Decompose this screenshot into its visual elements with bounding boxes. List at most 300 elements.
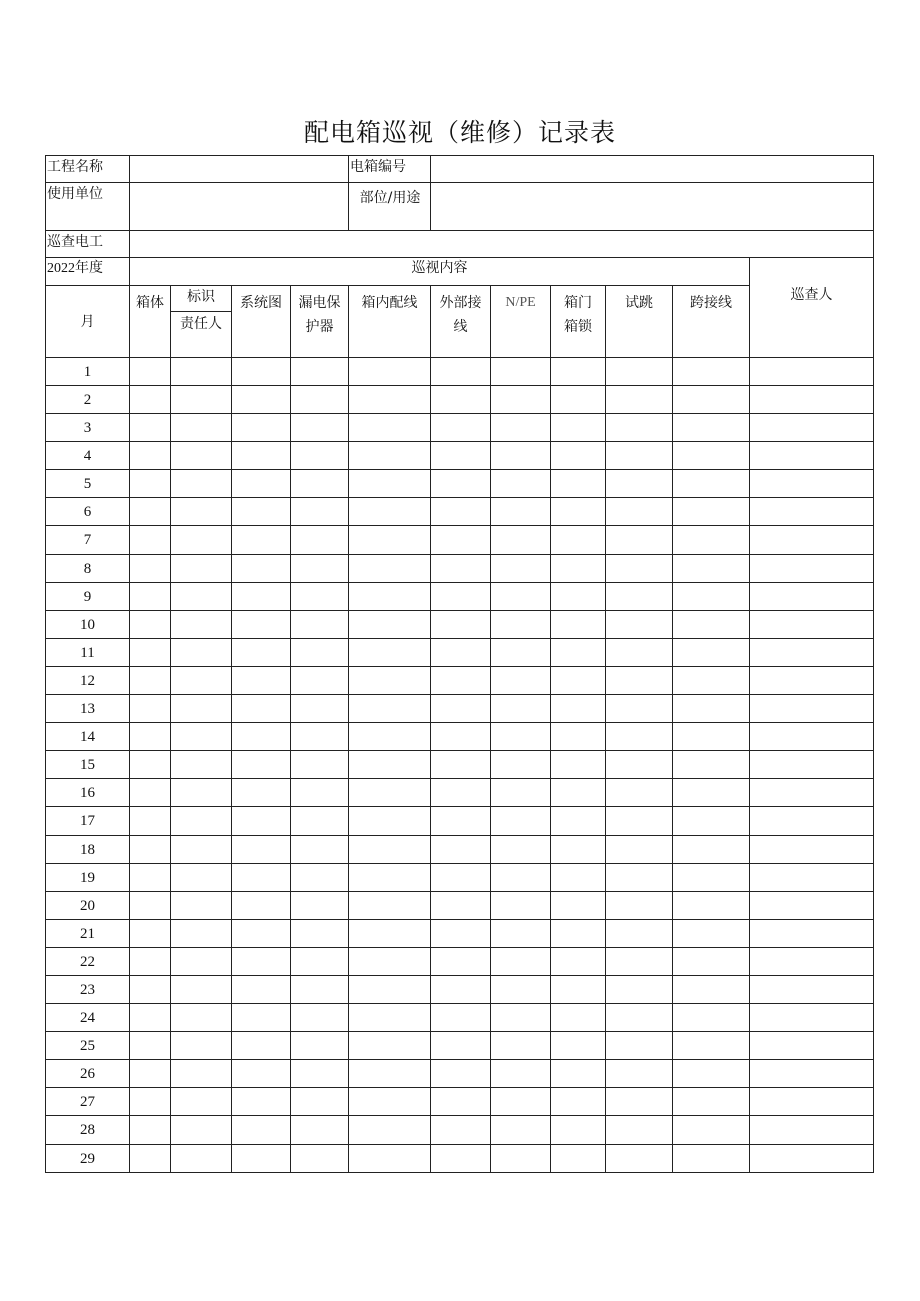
inspection-cell[interactable] [171, 1116, 232, 1144]
inspection-cell[interactable] [750, 695, 874, 723]
inspection-cell[interactable] [291, 1032, 349, 1060]
inspection-cell[interactable] [130, 723, 171, 751]
user-unit-field[interactable] [130, 183, 349, 231]
inspection-cell[interactable] [551, 947, 606, 975]
inspection-cell[interactable] [551, 1116, 606, 1144]
inspection-cell[interactable] [491, 610, 551, 638]
inspection-cell[interactable] [171, 470, 232, 498]
inspection-cell[interactable] [291, 666, 349, 694]
inspection-cell[interactable] [431, 358, 491, 386]
inspection-cell[interactable] [673, 751, 750, 779]
inspection-cell[interactable] [673, 1032, 750, 1060]
inspection-cell[interactable] [673, 610, 750, 638]
inspection-cell[interactable] [232, 975, 291, 1003]
inspection-cell[interactable] [551, 1144, 606, 1172]
inspection-cell[interactable] [491, 751, 551, 779]
inspection-cell[interactable] [171, 414, 232, 442]
inspection-cell[interactable] [606, 835, 673, 863]
inspection-cell[interactable] [673, 1088, 750, 1116]
inspection-cell[interactable] [171, 358, 232, 386]
inspection-cell[interactable] [232, 1116, 291, 1144]
inspection-cell[interactable] [291, 386, 349, 414]
inspection-cell[interactable] [349, 386, 431, 414]
inspection-cell[interactable] [606, 414, 673, 442]
inspection-cell[interactable] [673, 498, 750, 526]
inspection-cell[interactable] [171, 1088, 232, 1116]
inspection-cell[interactable] [232, 863, 291, 891]
inspection-cell[interactable] [171, 723, 232, 751]
inspection-cell[interactable] [551, 695, 606, 723]
inspection-cell[interactable] [349, 779, 431, 807]
inspection-cell[interactable] [171, 919, 232, 947]
inspection-cell[interactable] [750, 414, 874, 442]
inspection-cell[interactable] [673, 554, 750, 582]
inspection-cell[interactable] [291, 835, 349, 863]
inspection-cell[interactable] [130, 779, 171, 807]
inspection-cell[interactable] [431, 666, 491, 694]
inspection-cell[interactable] [130, 386, 171, 414]
inspection-cell[interactable] [232, 638, 291, 666]
inspection-cell[interactable] [491, 1116, 551, 1144]
inspection-cell[interactable] [551, 807, 606, 835]
inspection-cell[interactable] [349, 358, 431, 386]
inspection-cell[interactable] [491, 947, 551, 975]
inspection-cell[interactable] [431, 919, 491, 947]
inspection-cell[interactable] [130, 891, 171, 919]
inspection-cell[interactable] [606, 610, 673, 638]
inspection-cell[interactable] [130, 919, 171, 947]
inspection-cell[interactable] [491, 358, 551, 386]
inspection-cell[interactable] [491, 975, 551, 1003]
inspection-cell[interactable] [232, 386, 291, 414]
inspection-cell[interactable] [431, 414, 491, 442]
inspection-cell[interactable] [431, 1144, 491, 1172]
inspection-cell[interactable] [291, 947, 349, 975]
inspection-cell[interactable] [750, 723, 874, 751]
inspection-cell[interactable] [291, 695, 349, 723]
inspection-cell[interactable] [750, 1144, 874, 1172]
inspection-cell[interactable] [291, 498, 349, 526]
inspection-cell[interactable] [431, 442, 491, 470]
inspection-cell[interactable] [750, 779, 874, 807]
inspection-cell[interactable] [130, 1116, 171, 1144]
inspection-cell[interactable] [349, 975, 431, 1003]
inspection-cell[interactable] [232, 835, 291, 863]
inspection-cell[interactable] [491, 638, 551, 666]
inspection-cell[interactable] [551, 863, 606, 891]
inspection-cell[interactable] [673, 1116, 750, 1144]
inspection-cell[interactable] [551, 1032, 606, 1060]
inspection-cell[interactable] [130, 1060, 171, 1088]
inspection-cell[interactable] [673, 470, 750, 498]
inspection-cell[interactable] [551, 666, 606, 694]
inspection-cell[interactable] [232, 526, 291, 554]
inspection-cell[interactable] [551, 1004, 606, 1032]
inspection-cell[interactable] [606, 1060, 673, 1088]
inspection-cell[interactable] [431, 470, 491, 498]
inspection-cell[interactable] [291, 1144, 349, 1172]
inspection-cell[interactable] [431, 638, 491, 666]
inspection-cell[interactable] [551, 442, 606, 470]
inspection-cell[interactable] [606, 666, 673, 694]
inspection-cell[interactable] [551, 975, 606, 1003]
inspection-cell[interactable] [431, 1060, 491, 1088]
inspection-cell[interactable] [171, 751, 232, 779]
inspection-cell[interactable] [349, 751, 431, 779]
inspection-cell[interactable] [551, 498, 606, 526]
inspection-cell[interactable] [431, 526, 491, 554]
inspection-cell[interactable] [291, 807, 349, 835]
inspection-cell[interactable] [750, 1004, 874, 1032]
inspection-cell[interactable] [750, 666, 874, 694]
inspection-cell[interactable] [130, 554, 171, 582]
inspection-cell[interactable] [349, 1060, 431, 1088]
inspection-cell[interactable] [171, 695, 232, 723]
inspection-cell[interactable] [291, 863, 349, 891]
inspection-cell[interactable] [130, 666, 171, 694]
inspection-cell[interactable] [673, 779, 750, 807]
inspection-cell[interactable] [673, 666, 750, 694]
inspection-cell[interactable] [551, 554, 606, 582]
inspection-cell[interactable] [171, 666, 232, 694]
inspection-cell[interactable] [431, 779, 491, 807]
inspection-cell[interactable] [291, 1088, 349, 1116]
inspection-cell[interactable] [232, 919, 291, 947]
inspection-cell[interactable] [171, 975, 232, 1003]
inspection-cell[interactable] [606, 947, 673, 975]
inspection-cell[interactable] [606, 863, 673, 891]
inspection-cell[interactable] [171, 526, 232, 554]
inspection-cell[interactable] [349, 723, 431, 751]
inspection-cell[interactable] [750, 554, 874, 582]
inspection-cell[interactable] [130, 526, 171, 554]
inspection-cell[interactable] [750, 470, 874, 498]
inspection-cell[interactable] [349, 863, 431, 891]
inspection-cell[interactable] [551, 414, 606, 442]
inspection-cell[interactable] [551, 751, 606, 779]
inspection-cell[interactable] [673, 947, 750, 975]
inspection-cell[interactable] [551, 1088, 606, 1116]
inspection-cell[interactable] [491, 723, 551, 751]
inspection-cell[interactable] [130, 442, 171, 470]
inspection-cell[interactable] [491, 386, 551, 414]
inspection-cell[interactable] [291, 975, 349, 1003]
location-field[interactable] [431, 183, 874, 231]
inspection-cell[interactable] [551, 610, 606, 638]
inspection-cell[interactable] [130, 610, 171, 638]
inspection-cell[interactable] [232, 666, 291, 694]
inspection-cell[interactable] [130, 975, 171, 1003]
inspection-cell[interactable] [349, 1032, 431, 1060]
inspection-cell[interactable] [606, 779, 673, 807]
inspection-cell[interactable] [673, 919, 750, 947]
inspection-cell[interactable] [291, 1060, 349, 1088]
inspection-cell[interactable] [291, 919, 349, 947]
inspection-cell[interactable] [291, 751, 349, 779]
inspection-cell[interactable] [551, 779, 606, 807]
inspection-cell[interactable] [673, 582, 750, 610]
inspection-cell[interactable] [673, 835, 750, 863]
inspection-cell[interactable] [491, 666, 551, 694]
inspection-cell[interactable] [232, 358, 291, 386]
inspection-cell[interactable] [171, 779, 232, 807]
inspection-cell[interactable] [673, 695, 750, 723]
inspection-cell[interactable] [232, 1088, 291, 1116]
inspection-cell[interactable] [606, 498, 673, 526]
inspection-cell[interactable] [349, 666, 431, 694]
inspection-cell[interactable] [606, 751, 673, 779]
inspection-cell[interactable] [130, 751, 171, 779]
inspection-cell[interactable] [431, 835, 491, 863]
inspection-cell[interactable] [171, 807, 232, 835]
inspection-cell[interactable] [750, 1032, 874, 1060]
inspection-cell[interactable] [232, 498, 291, 526]
inspection-cell[interactable] [750, 526, 874, 554]
inspection-cell[interactable] [673, 975, 750, 1003]
inspection-cell[interactable] [291, 442, 349, 470]
project-name-field[interactable] [130, 156, 349, 183]
inspection-cell[interactable] [291, 891, 349, 919]
inspection-cell[interactable] [673, 891, 750, 919]
inspection-cell[interactable] [606, 723, 673, 751]
inspection-cell[interactable] [171, 1004, 232, 1032]
inspection-cell[interactable] [431, 975, 491, 1003]
inspection-cell[interactable] [491, 498, 551, 526]
inspection-cell[interactable] [491, 582, 551, 610]
inspection-cell[interactable] [130, 1144, 171, 1172]
inspection-cell[interactable] [232, 1032, 291, 1060]
inspection-cell[interactable] [130, 835, 171, 863]
inspection-cell[interactable] [551, 526, 606, 554]
inspection-cell[interactable] [232, 582, 291, 610]
inspection-cell[interactable] [606, 358, 673, 386]
inspection-cell[interactable] [431, 695, 491, 723]
inspection-cell[interactable] [349, 919, 431, 947]
inspection-cell[interactable] [349, 891, 431, 919]
inspection-cell[interactable] [606, 386, 673, 414]
inspection-cell[interactable] [750, 947, 874, 975]
inspection-cell[interactable] [349, 638, 431, 666]
inspection-cell[interactable] [606, 1032, 673, 1060]
inspection-cell[interactable] [232, 723, 291, 751]
inspection-cell[interactable] [491, 863, 551, 891]
inspection-cell[interactable] [349, 498, 431, 526]
inspection-cell[interactable] [291, 414, 349, 442]
inspection-cell[interactable] [171, 891, 232, 919]
inspection-cell[interactable] [606, 1004, 673, 1032]
inspection-cell[interactable] [171, 638, 232, 666]
inspection-cell[interactable] [232, 1060, 291, 1088]
inspection-cell[interactable] [431, 751, 491, 779]
inspection-cell[interactable] [673, 1144, 750, 1172]
inspection-cell[interactable] [291, 638, 349, 666]
inspection-cell[interactable] [750, 835, 874, 863]
inspection-cell[interactable] [130, 470, 171, 498]
inspection-cell[interactable] [673, 526, 750, 554]
inspection-cell[interactable] [491, 1004, 551, 1032]
inspection-cell[interactable] [750, 582, 874, 610]
inspection-cell[interactable] [750, 358, 874, 386]
inspection-cell[interactable] [606, 582, 673, 610]
inspection-cell[interactable] [291, 554, 349, 582]
inspection-cell[interactable] [291, 610, 349, 638]
inspection-cell[interactable] [232, 751, 291, 779]
inspection-cell[interactable] [673, 863, 750, 891]
inspection-cell[interactable] [349, 1004, 431, 1032]
inspection-cell[interactable] [491, 919, 551, 947]
inspection-cell[interactable] [750, 442, 874, 470]
inspection-cell[interactable] [551, 891, 606, 919]
inspection-cell[interactable] [750, 386, 874, 414]
inspection-cell[interactable] [551, 919, 606, 947]
inspection-cell[interactable] [349, 470, 431, 498]
inspection-cell[interactable] [431, 807, 491, 835]
inspection-cell[interactable] [606, 470, 673, 498]
inspection-cell[interactable] [673, 807, 750, 835]
inspection-cell[interactable] [551, 386, 606, 414]
inspection-cell[interactable] [130, 1004, 171, 1032]
inspection-cell[interactable] [130, 863, 171, 891]
inspection-cell[interactable] [171, 1144, 232, 1172]
inspection-cell[interactable] [491, 442, 551, 470]
inspection-cell[interactable] [491, 1088, 551, 1116]
inspection-cell[interactable] [232, 1004, 291, 1032]
inspection-cell[interactable] [349, 947, 431, 975]
inspection-cell[interactable] [750, 638, 874, 666]
inspection-cell[interactable] [171, 554, 232, 582]
inspection-cell[interactable] [431, 891, 491, 919]
inspection-cell[interactable] [673, 358, 750, 386]
inspection-cell[interactable] [673, 723, 750, 751]
inspection-cell[interactable] [291, 470, 349, 498]
inspection-cell[interactable] [606, 1088, 673, 1116]
inspection-cell[interactable] [349, 610, 431, 638]
inspection-cell[interactable] [673, 1060, 750, 1088]
inspection-cell[interactable] [349, 807, 431, 835]
inspection-cell[interactable] [606, 554, 673, 582]
inspection-cell[interactable] [673, 386, 750, 414]
inspection-cell[interactable] [491, 807, 551, 835]
inspection-cell[interactable] [291, 723, 349, 751]
inspection-cell[interactable] [291, 1004, 349, 1032]
inspection-cell[interactable] [491, 526, 551, 554]
box-number-field[interactable] [431, 156, 874, 183]
inspection-cell[interactable] [232, 779, 291, 807]
inspection-cell[interactable] [606, 807, 673, 835]
inspection-cell[interactable] [291, 1116, 349, 1144]
inspection-cell[interactable] [431, 582, 491, 610]
inspection-cell[interactable] [130, 498, 171, 526]
inspection-cell[interactable] [349, 554, 431, 582]
inspection-cell[interactable] [431, 386, 491, 414]
inspection-cell[interactable] [606, 1144, 673, 1172]
inspection-cell[interactable] [673, 414, 750, 442]
inspection-cell[interactable] [232, 470, 291, 498]
inspection-cell[interactable] [606, 975, 673, 1003]
inspection-cell[interactable] [673, 442, 750, 470]
inspection-cell[interactable] [750, 863, 874, 891]
inspection-cell[interactable] [171, 1060, 232, 1088]
inspector-electrician-field[interactable] [130, 231, 874, 258]
inspection-cell[interactable] [431, 1004, 491, 1032]
inspection-cell[interactable] [130, 582, 171, 610]
inspection-cell[interactable] [171, 835, 232, 863]
inspection-cell[interactable] [750, 610, 874, 638]
inspection-cell[interactable] [431, 610, 491, 638]
inspection-cell[interactable] [171, 947, 232, 975]
inspection-cell[interactable] [673, 638, 750, 666]
inspection-cell[interactable] [491, 1144, 551, 1172]
inspection-cell[interactable] [606, 891, 673, 919]
inspection-cell[interactable] [750, 975, 874, 1003]
inspection-cell[interactable] [291, 779, 349, 807]
inspection-cell[interactable] [551, 835, 606, 863]
inspection-cell[interactable] [130, 807, 171, 835]
inspection-cell[interactable] [130, 358, 171, 386]
inspection-cell[interactable] [130, 695, 171, 723]
inspection-cell[interactable] [171, 610, 232, 638]
inspection-cell[interactable] [551, 582, 606, 610]
inspection-cell[interactable] [431, 947, 491, 975]
inspection-cell[interactable] [232, 807, 291, 835]
inspection-cell[interactable] [349, 414, 431, 442]
inspection-cell[interactable] [431, 863, 491, 891]
inspection-cell[interactable] [606, 695, 673, 723]
inspection-cell[interactable] [232, 1144, 291, 1172]
inspection-cell[interactable] [431, 1032, 491, 1060]
inspection-cell[interactable] [349, 582, 431, 610]
inspection-cell[interactable] [750, 919, 874, 947]
inspection-cell[interactable] [750, 1088, 874, 1116]
inspection-cell[interactable] [349, 1144, 431, 1172]
inspection-cell[interactable] [750, 498, 874, 526]
inspection-cell[interactable] [673, 1004, 750, 1032]
inspection-cell[interactable] [232, 554, 291, 582]
inspection-cell[interactable] [349, 526, 431, 554]
inspection-cell[interactable] [750, 1060, 874, 1088]
inspection-cell[interactable] [349, 695, 431, 723]
inspection-cell[interactable] [130, 414, 171, 442]
inspection-cell[interactable] [750, 1116, 874, 1144]
inspection-cell[interactable] [491, 779, 551, 807]
inspection-cell[interactable] [491, 891, 551, 919]
inspection-cell[interactable] [551, 358, 606, 386]
inspection-cell[interactable] [606, 442, 673, 470]
inspection-cell[interactable] [130, 1088, 171, 1116]
inspection-cell[interactable] [431, 1116, 491, 1144]
inspection-cell[interactable] [491, 835, 551, 863]
inspection-cell[interactable] [291, 526, 349, 554]
inspection-cell[interactable] [291, 358, 349, 386]
inspection-cell[interactable] [491, 1032, 551, 1060]
inspection-cell[interactable] [130, 947, 171, 975]
inspection-cell[interactable] [171, 442, 232, 470]
inspection-cell[interactable] [130, 638, 171, 666]
inspection-cell[interactable] [606, 1116, 673, 1144]
inspection-cell[interactable] [606, 919, 673, 947]
inspection-cell[interactable] [171, 1032, 232, 1060]
inspection-cell[interactable] [431, 554, 491, 582]
inspection-cell[interactable] [291, 582, 349, 610]
inspection-cell[interactable] [349, 1116, 431, 1144]
inspection-cell[interactable] [171, 498, 232, 526]
inspection-cell[interactable] [431, 498, 491, 526]
inspection-cell[interactable] [750, 751, 874, 779]
inspection-cell[interactable] [551, 723, 606, 751]
inspection-cell[interactable] [491, 695, 551, 723]
inspection-cell[interactable] [491, 554, 551, 582]
inspection-cell[interactable] [232, 442, 291, 470]
